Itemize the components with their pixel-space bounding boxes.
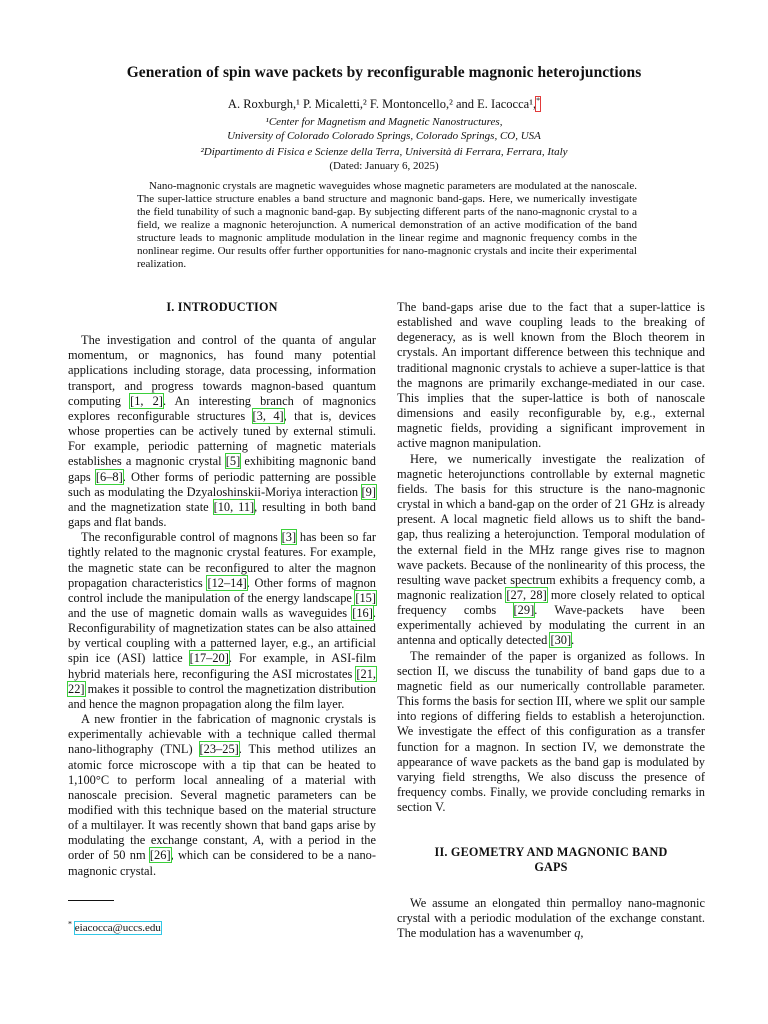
affiliation-1-line-2: University of Colorado Colorado Springs, Colorado Springs, CO, USA	[227, 130, 541, 142]
footnote	[68, 919, 161, 934]
dated-line: (Dated: January 6, 2025)	[329, 160, 439, 172]
email-link[interactable]: eiacocca@uccs.edu	[74, 922, 161, 934]
citation-link[interactable]: [3, 4]	[252, 408, 284, 423]
right-column	[397, 300, 705, 941]
left-column	[68, 300, 376, 879]
citation-link[interactable]: [5]	[225, 454, 241, 469]
abstract: Nano-magnonic crystals are magnetic waveguides whose magnetic parameters are modulated at the nanoscale. The super-lattice structure enables a band structure and magnonic band-gaps. Here, we numerically investigate the field tunability of such a magnonic band-gap. By subjecting different parts of the nano-magnonic crystal to a field, we realize a magnonic heterojunction. A numerical demonstration of an active modification of the band structure leads to magnonic amplitude modulation in the linear regime and magnonic frequency combs in the nonlinear regime. Our results offer further opportunities for nano-magnonic crystals and incite their experimental realization.	[137, 180, 637, 271]
citation-link[interactable]: [6–8]	[95, 469, 123, 484]
affiliation-1	[0, 115, 768, 143]
intro-paragraph-1: The investigation and control of the quanta of angular momentum, or magnonics, has found many potential applications including storage, data processing, information transport, and progress towards magnon-based quantum computing [1, 2]. An interesting branch of magnonics explores reconfigurable structures [3, 4], that is, devices whose properties can be actively tuned by external stimuli. For example, periodic patterning of magnetic materials establishes a magnonic crystal [5] exhibiting magnonic band gaps [6–8]. Other forms of periodic patterning are possible such as modulating the Dzyaloshinskii-Moriya interaction [9] and the magnetization state [10, 11], resulting in both band gaps and flat bands.	[68, 333, 377, 530]
right-paragraph-3: The remainder of the paper is organized as follows. In section II, we discuss the tunability of band gaps due to a magnetic field as our numerically controllable parameter. This forms the basis for section III, where we split our sample into regions of differing fields to establish a heterojunction. We investigate the effect of this configuration as a transfer function for a magnon. In section IV, we demonstrate the appearance of wave packets as the band gap is modulated by varying field strengths, We also discuss the presence of frequency combs. Finally, we provide concluding remarks in section V.	[397, 648, 705, 815]
citation-link[interactable]: [1, 2]	[130, 393, 163, 408]
right-paragraph-1: The band-gaps arise due to the fact that a super-lattice is established and wave coupling leads to the breaking of degeneracy, as is well known from the Bloch theorem in crystals. An important difference between this technique and traditional magnonic crystals to achieve a super-lattice is that the magnons are primarily exchange-mediated in our case. This implies that the super-lattice is both of nanoscale dimensions and easily reconfigurable by, e.g., external magnetic fields, providing a significant improvement in active magnon manipulation.	[397, 300, 705, 451]
affiliation-2: ²Dipartimento di Fisica e Scienze della Terra, Università di Ferrara, Ferrara, Italy	[200, 146, 568, 158]
geometry-paragraph-1: We assume an elongated thin permalloy nano-magnonic crystal with a periodic modulation of the exchange constant. The modulation has a wavenumber q,	[397, 895, 705, 940]
citation-link[interactable]: [10, 11]	[213, 499, 255, 514]
right-paragraph-2: Here, we numerically investigate the realization of magnetic heterojunctions controllable by external magnetic fields. The basis for this structure is the nano-magnonic crystal in which a band-gap on the order of 21 GHz is already present. A local magnetic field allows us to shift the band-gap, thus realizing a heterojunction. Temporal modulation of the external field in the MHz range gives rise to magnon wave packets. Because of the nonlinearity of this process, the resulting wave packet spectrum exhibits a frequency comb, a magnonic realization [27, 28] more closely related to optical frequency combs [29]. Wave-packets have been experimentally achieved by modulating the current in an antenna and optically detected [30].	[397, 451, 706, 648]
affiliation-1-line-1: ¹Center for Magnetism and Magnetic Nanostructures,	[265, 116, 503, 128]
corresponding-author-link[interactable]: *	[536, 97, 540, 111]
footnote-rule	[68, 900, 114, 901]
citation-link[interactable]: [30]	[550, 633, 572, 648]
intro-paragraph-2: The reconfigurable control of magnons [3] has been so far tightly related to the magnonic crystal features. For example, the magnetic state can be reconfigured to alter the magnon propagation characteristics [12–14]. Other forms of magnon control include the manipulation of the energy landscape [15] and the use of magnetic domain walls as waveguides [16]. Reconfigurability of magnetization states can be also attained by vertical coupling with a patterned layer, e.g., an artificial spin ice (ASI) lattice [17–20]. For example, in ASI-film hybrid materials here, reconfiguring the ASI microstates [21, 22] makes it possible to control the magnetization distribution and hence the magnon propagation along the film layer.	[68, 530, 376, 711]
citation-link[interactable]: [16]	[352, 605, 373, 620]
math-variable: A	[253, 833, 261, 848]
author-names: A. Roxburgh,¹ P. Micaletti,² F. Montoncello,² and E. Iacocca¹,	[227, 97, 537, 111]
section-heading-geometry: II. GEOMETRY AND MAGNONIC BAND GAPS	[434, 845, 668, 875]
citation-link[interactable]: [26]	[149, 848, 171, 863]
footnote-mark: *	[68, 919, 72, 929]
citation-link[interactable]: [17–20]	[189, 651, 229, 666]
citation-link[interactable]: [9]	[361, 484, 376, 499]
citation-link[interactable]: [12–14]	[207, 575, 247, 590]
citation-link[interactable]: [29]	[513, 603, 535, 618]
citation-link[interactable]: [15]	[355, 590, 376, 605]
citation-link[interactable]: [23–25]	[199, 742, 239, 757]
section-heading-introduction: I. INTRODUCTION	[166, 300, 278, 314]
citation-link[interactable]: [27, 28]	[506, 587, 547, 602]
citation-link[interactable]: [21, 22]	[68, 666, 376, 696]
paper-title: Generation of spin wave packets by reconfigurable magnonic heterojunctions	[126, 64, 642, 81]
author-list	[0, 97, 768, 112]
intro-paragraph-3: A new frontier in the fabrication of magnonic crystals is experimentally achievable with a technique called thermal nano-lithography (TNL) [23–25]. This method utilizes an atomic force microscope with a tip that can be heated to 1,100°C to perform local annealing of a material with nanoscale precision. Several magnetic parameters can be modified with this technique based on the material structure of a multilayer. It was recently shown that band gaps arise by modulating the exchange constant, A, with a period in the order of 50 nm [26], which can be considered to be a nano-magnonic crystal.	[68, 712, 377, 878]
math-variable: q	[574, 925, 581, 940]
citation-link[interactable]: [3]	[281, 530, 297, 545]
